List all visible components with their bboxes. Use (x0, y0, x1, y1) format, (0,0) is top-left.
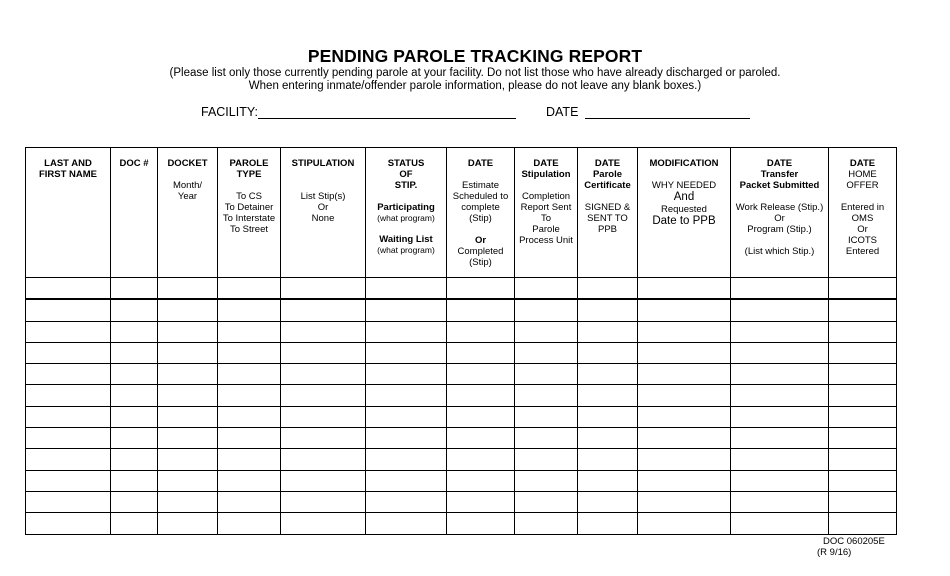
entry-cell[interactable] (366, 299, 447, 321)
header-note: Date to PPB (652, 215, 716, 227)
entry-cell[interactable] (829, 449, 897, 470)
header-text: DOCKET (167, 158, 208, 169)
entry-cell[interactable] (281, 278, 366, 300)
entry-cell[interactable] (281, 470, 366, 491)
entry-cell[interactable] (26, 321, 111, 342)
entry-cell[interactable] (366, 342, 447, 363)
entry-cell[interactable] (111, 364, 158, 385)
entry-cell[interactable] (731, 513, 829, 534)
entry-cell[interactable] (111, 428, 158, 449)
entry-cell[interactable] (366, 385, 447, 406)
header-text: Transfer (760, 169, 799, 180)
report-title: PENDING PAROLE TRACKING REPORT (307, 46, 643, 66)
header-text: PAROLE (229, 158, 269, 169)
entry-cell[interactable] (578, 321, 638, 342)
entry-cell[interactable] (281, 513, 366, 534)
entry-cell[interactable] (578, 299, 638, 321)
table-row (26, 470, 897, 491)
entry-cell[interactable] (158, 385, 218, 406)
entry-cell[interactable] (578, 491, 638, 512)
doc-number: DOC 060205E (823, 536, 885, 547)
header-text: DATE (467, 158, 494, 169)
col-header-transfer-packet (731, 148, 829, 278)
entry-cell[interactable] (447, 406, 515, 427)
entry-cell[interactable] (447, 342, 515, 363)
header-note: Requested (661, 204, 707, 215)
entry-cell[interactable] (638, 513, 731, 534)
entry-cell[interactable] (366, 364, 447, 385)
entry-cell[interactable] (638, 321, 731, 342)
header-note: (what program) (377, 245, 435, 255)
header-note: Scheduled to (452, 191, 509, 202)
entry-cell[interactable] (515, 364, 578, 385)
header-note: To Detainer (224, 202, 274, 213)
col-header-parole-type (218, 148, 281, 278)
header-text: LAST AND (44, 158, 92, 169)
header-note: And (673, 191, 695, 203)
header-note: To CS (236, 191, 262, 202)
header-note: (Stip) (469, 257, 492, 268)
entry-cell[interactable] (447, 449, 515, 470)
entry-cell[interactable] (731, 428, 829, 449)
entry-cell[interactable] (447, 278, 515, 300)
entry-cell[interactable] (731, 299, 829, 321)
entry-cell[interactable] (281, 321, 366, 342)
entry-cell[interactable] (366, 406, 447, 427)
entry-cell[interactable] (578, 470, 638, 491)
header-note: SIGNED & (584, 202, 631, 213)
entry-cell[interactable] (26, 278, 111, 300)
entry-cell[interactable] (158, 342, 218, 363)
instructions-line-2: When entering inmate/offender parole information, please do not leave any blank boxes.) (248, 80, 702, 92)
header-note: List Stip(s) (300, 191, 346, 202)
entry-cell[interactable] (26, 364, 111, 385)
entry-cell[interactable] (447, 491, 515, 512)
header-text: Parole (592, 169, 623, 180)
entry-cell[interactable] (731, 449, 829, 470)
entry-cell[interactable] (731, 385, 829, 406)
col-header-doc-number (111, 148, 158, 278)
header-note: PPB (597, 224, 617, 235)
entry-cell[interactable] (638, 428, 731, 449)
entry-cell[interactable] (366, 449, 447, 470)
col-header-stipulation-completion (515, 148, 578, 278)
entry-cell[interactable] (218, 428, 281, 449)
table-row (26, 342, 897, 363)
header-text: TYPE (236, 169, 262, 180)
header-note: Process Unit (519, 235, 573, 246)
header-text: HOME (848, 169, 877, 180)
header-note: Parole (532, 224, 560, 235)
entry-cell[interactable] (26, 299, 111, 321)
entry-cell[interactable] (218, 364, 281, 385)
col-header-stipulation (281, 148, 366, 278)
entry-cell[interactable] (829, 513, 897, 534)
header-text: Participating (377, 202, 435, 213)
header-note: (Stip) (469, 213, 492, 224)
revision-date: (R 9/16) (817, 547, 852, 558)
col-header-home-offer (829, 148, 897, 278)
instructions-line-1: (Please list only those currently pending parole at your facility. Do not list those who have already discharged or paroled. (169, 67, 781, 79)
header-note: SENT TO (587, 213, 628, 224)
header-text: FIRST NAME (38, 169, 98, 180)
entry-cell[interactable] (281, 406, 366, 427)
entry-cell[interactable] (447, 364, 515, 385)
entry-cell[interactable] (26, 428, 111, 449)
entry-cell[interactable] (26, 342, 111, 363)
entry-cell[interactable] (281, 449, 366, 470)
header-text: STIPULATION (291, 158, 355, 169)
col-header-docket (158, 148, 218, 278)
entry-cell[interactable] (578, 449, 638, 470)
header-note: Completed (457, 246, 504, 257)
entry-cell[interactable] (731, 491, 829, 512)
table-row (26, 321, 897, 342)
entry-cell[interactable] (447, 513, 515, 534)
entry-cell[interactable] (829, 385, 897, 406)
entry-cell[interactable] (578, 278, 638, 300)
entry-cell[interactable] (218, 470, 281, 491)
col-header-parole-certificate (578, 148, 638, 278)
entry-cell[interactable] (515, 406, 578, 427)
entry-cell[interactable] (638, 470, 731, 491)
header-note: ICOTS (847, 235, 878, 246)
entry-cell[interactable] (731, 364, 829, 385)
entry-cell[interactable] (638, 278, 731, 300)
entry-cell[interactable] (829, 491, 897, 512)
parole-tracking-table (25, 147, 897, 535)
entry-cell[interactable] (111, 385, 158, 406)
entry-cell[interactable] (578, 406, 638, 427)
entry-cell[interactable] (829, 321, 897, 342)
entry-cell[interactable] (366, 513, 447, 534)
entry-cell[interactable] (218, 385, 281, 406)
entry-cell[interactable] (447, 321, 515, 342)
entry-cell[interactable] (731, 278, 829, 300)
entry-cell[interactable] (111, 299, 158, 321)
entry-cell[interactable] (158, 428, 218, 449)
header-note: Or (774, 213, 785, 224)
header-note: To Interstate (222, 213, 276, 224)
header-note: Completion (521, 191, 571, 202)
table-row (26, 299, 897, 321)
entry-cell[interactable] (281, 491, 366, 512)
entry-cell[interactable] (829, 278, 897, 300)
entry-cell[interactable] (515, 513, 578, 534)
col-header-status-of-stip (366, 148, 447, 278)
table-row (26, 513, 897, 534)
entry-cell[interactable] (731, 406, 829, 427)
col-header-date-stip (447, 148, 515, 278)
date-label: DATE (546, 105, 579, 119)
entry-cell[interactable] (515, 321, 578, 342)
entry-cell[interactable] (447, 470, 515, 491)
entry-cell[interactable] (829, 364, 897, 385)
header-text: Packet Submitted (739, 180, 820, 191)
entry-cell[interactable] (829, 428, 897, 449)
entry-cell[interactable] (26, 491, 111, 512)
entry-cell[interactable] (111, 278, 158, 300)
entry-cell[interactable] (158, 470, 218, 491)
entry-cell[interactable] (218, 406, 281, 427)
entry-cell[interactable] (218, 278, 281, 300)
header-note: Program (Stip.) (747, 224, 812, 235)
table-row (26, 364, 897, 385)
entry-cell[interactable] (578, 342, 638, 363)
table-row (26, 385, 897, 406)
entry-cell[interactable] (158, 406, 218, 427)
header-text: STIP. (394, 180, 418, 191)
entry-cell[interactable] (218, 491, 281, 512)
header-text: DOC # (119, 158, 149, 169)
entry-cell[interactable] (281, 342, 366, 363)
date-field[interactable] (585, 118, 750, 119)
entry-cell[interactable] (158, 449, 218, 470)
header-note: (List which Stip.) (744, 246, 815, 257)
entry-cell[interactable] (515, 299, 578, 321)
header-text: MODIFICATION (649, 158, 719, 169)
header-note: Or (857, 224, 868, 235)
entry-cell[interactable] (578, 385, 638, 406)
entry-cell[interactable] (515, 278, 578, 300)
entry-cell[interactable] (366, 470, 447, 491)
header-text: Stipulation (521, 169, 571, 180)
entry-cell[interactable] (158, 278, 218, 300)
entry-cell[interactable] (515, 385, 578, 406)
entry-cell[interactable] (111, 513, 158, 534)
table-row (26, 428, 897, 449)
header-note: OMS (851, 213, 874, 224)
header-note: Report Sent (520, 202, 572, 213)
entry-cell[interactable] (638, 364, 731, 385)
entry-cell[interactable] (111, 342, 158, 363)
entry-cell[interactable] (26, 385, 111, 406)
entry-cell[interactable] (447, 299, 515, 321)
entry-cell[interactable] (829, 342, 897, 363)
facility-field[interactable] (258, 118, 516, 119)
header-text: DATE (533, 158, 559, 169)
header-row (26, 148, 897, 278)
entry-cell[interactable] (218, 342, 281, 363)
entry-cell[interactable] (281, 364, 366, 385)
header-note: complete (461, 202, 500, 213)
entry-cell[interactable] (731, 321, 829, 342)
entry-cell[interactable] (218, 299, 281, 321)
header-note: Estimate (462, 180, 499, 191)
entry-cell[interactable] (829, 470, 897, 491)
entry-cell[interactable] (281, 428, 366, 449)
entry-cell[interactable] (158, 364, 218, 385)
entry-cell[interactable] (829, 299, 897, 321)
header-text: DATE (849, 158, 876, 169)
entry-cell[interactable] (578, 513, 638, 534)
entry-cell[interactable] (447, 428, 515, 449)
entry-cell[interactable] (829, 406, 897, 427)
header-note: WHY NEEDED (651, 180, 717, 191)
entry-cell[interactable] (731, 470, 829, 491)
header-text: STATUS (387, 158, 425, 169)
entry-cell[interactable] (281, 385, 366, 406)
entry-cell[interactable] (111, 406, 158, 427)
entry-cell[interactable] (218, 449, 281, 470)
entry-cell[interactable] (447, 385, 515, 406)
header-text: DATE (594, 158, 621, 169)
entry-cell[interactable] (366, 278, 447, 300)
table-row (26, 278, 897, 300)
table-row (26, 406, 897, 427)
entry-cell[interactable] (366, 491, 447, 512)
entry-cell[interactable] (731, 342, 829, 363)
header-note: Entered in (840, 202, 885, 213)
entry-cell[interactable] (158, 513, 218, 534)
entry-cell[interactable] (638, 299, 731, 321)
entry-cell[interactable] (366, 321, 447, 342)
entry-cell[interactable] (638, 342, 731, 363)
header-text: DATE (766, 158, 793, 169)
entry-cell[interactable] (515, 449, 578, 470)
facility-label: FACILITY: (201, 105, 258, 119)
entry-cell[interactable] (638, 449, 731, 470)
header-note: Year (177, 191, 198, 202)
entry-cell[interactable] (26, 513, 111, 534)
entry-cell[interactable] (638, 491, 731, 512)
entry-cell[interactable] (26, 470, 111, 491)
col-header-name (26, 148, 111, 278)
entry-cell[interactable] (158, 299, 218, 321)
entry-cell[interactable] (281, 299, 366, 321)
header-text: OFFER (846, 180, 879, 191)
entry-cell[interactable] (638, 406, 731, 427)
entry-cell[interactable] (158, 491, 218, 512)
entry-cell[interactable] (111, 470, 158, 491)
header-note: Month/ (172, 180, 203, 191)
header-note: Or (317, 202, 329, 213)
header-text: OF (399, 169, 413, 180)
entry-cell[interactable] (578, 428, 638, 449)
header-text: Or (474, 235, 487, 246)
entry-cell[interactable] (218, 513, 281, 534)
entry-cell[interactable] (515, 491, 578, 512)
header-note: Entered (845, 246, 880, 257)
entry-cell[interactable] (111, 321, 158, 342)
entry-cell[interactable] (218, 321, 281, 342)
header-note: To Street (229, 224, 269, 235)
header-note: None (311, 213, 335, 224)
entry-cell[interactable] (111, 449, 158, 470)
header-text: Waiting List (379, 234, 433, 245)
entry-cell[interactable] (515, 470, 578, 491)
entry-cell[interactable] (158, 321, 218, 342)
table-row (26, 491, 897, 512)
entry-cell[interactable] (111, 491, 158, 512)
table-row (26, 449, 897, 470)
header-note: To (540, 213, 552, 224)
entry-cell[interactable] (515, 428, 578, 449)
col-header-modification (638, 148, 731, 278)
header-note: (what program) (377, 213, 435, 223)
entry-cell[interactable] (638, 385, 731, 406)
header-note: Work Release (Stip.) (735, 202, 824, 213)
header-text: Certificate (584, 180, 631, 191)
entry-cell[interactable] (366, 428, 447, 449)
entry-cell[interactable] (26, 406, 111, 427)
entry-cell[interactable] (578, 364, 638, 385)
entry-cell[interactable] (26, 449, 111, 470)
entry-cell[interactable] (515, 342, 578, 363)
